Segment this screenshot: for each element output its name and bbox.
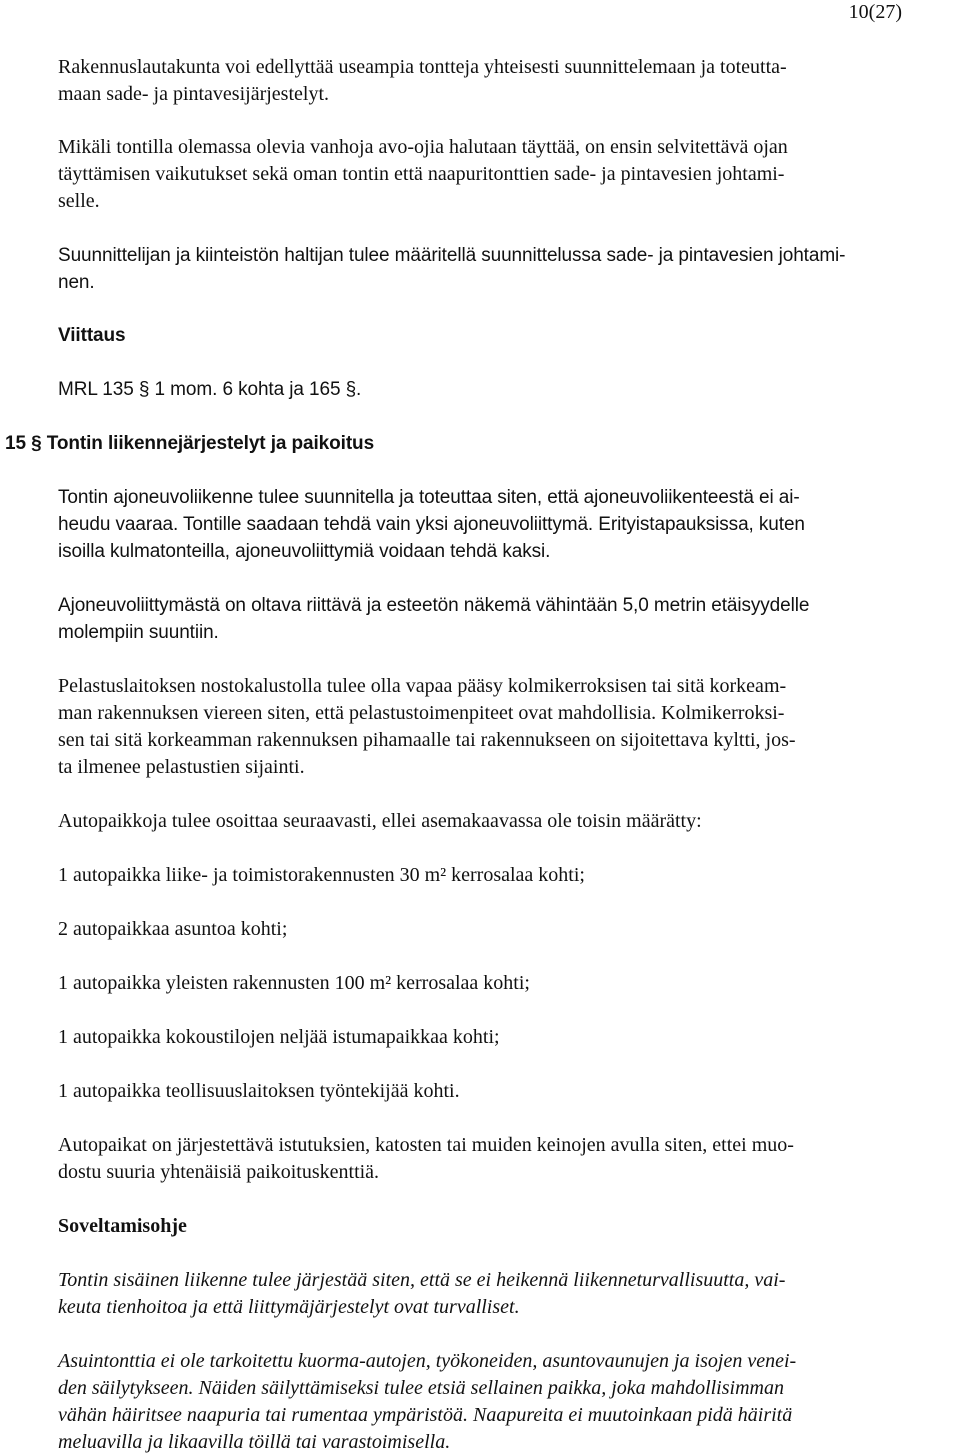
paragraph-line: Tontin ajoneuvoliikenne tulee suunnitella ja toteuttaa siten, että ajoneuvoliikenteestä ei ai- bbox=[58, 487, 800, 508]
paragraph-ditch-filling bbox=[58, 134, 920, 215]
parking-rule: 2 autopaikkaa asuntoa kohti; bbox=[58, 918, 288, 940]
law-reference: MRL 135 § 1 mom. 6 kohta ja 165 §. bbox=[58, 379, 362, 400]
guidance-internal-traffic bbox=[58, 1267, 920, 1321]
paragraph-line: täyttämisen vaikutukset sekä oman tontin että naapuritonttien sade- ja pintavesien johtami- bbox=[58, 163, 785, 185]
paragraph-line: Tontin sisäinen liikenne tulee järjestää siten, että se ei heikennä liikenneturvallisuutta, vai- bbox=[58, 1269, 786, 1291]
paragraph-line: molempiin suuntiin. bbox=[58, 622, 219, 643]
paragraph-line: Suunnittelijan ja kiinteistön haltijan tulee määritellä suunnittelussa sade- ja pintavesien johtami- bbox=[58, 245, 846, 266]
viittaus-heading-block bbox=[58, 322, 920, 349]
parking-rule: 1 autopaikka yleisten rakennusten 100 m² kerrosalaa kohti; bbox=[58, 972, 530, 994]
paragraph-line: keuta tienhoitoa ja että liittymäjärjestelyt ovat turvalliset. bbox=[58, 1296, 520, 1318]
paragraph-parking-intro bbox=[58, 808, 920, 835]
parking-rule-3 bbox=[58, 970, 920, 997]
soveltamisohje-heading: Soveltamisohje bbox=[58, 1215, 187, 1237]
section-heading: 15 § Tontin liikennejärjestelyt ja paikoitus bbox=[5, 433, 375, 454]
page-number: 10(27) bbox=[848, 1, 902, 23]
paragraph-line: den säilytykseen. Näiden säilyttämiseksi tulee etsiä sellainen paikka, joka mahdollisimman bbox=[58, 1377, 784, 1399]
paragraph-joint-planning bbox=[58, 54, 920, 108]
parking-rule-2 bbox=[58, 916, 920, 943]
paragraph-line: Pelastuslaitoksen nostokalustolla tulee olla vapaa pääsy kolmikerroksisen tai sitä korkeam- bbox=[58, 675, 787, 697]
paragraph-line: Mikäli tontilla olemassa olevia vanhoja avo-ojia halutaan täyttää, on ensin selvitettävä ojan bbox=[58, 136, 788, 158]
paragraph-line: Rakennuslautakunta voi edellyttää useampia tontteja yhteisesti suunnittelemaan ja toteutta- bbox=[58, 56, 787, 78]
paragraph-sight-distance bbox=[58, 592, 920, 646]
section-heading-block bbox=[5, 430, 867, 457]
paragraph-line: Autopaikat on järjestettävä istutuksien, katosten tai muiden keinojen avulla siten, ettei muo- bbox=[58, 1134, 794, 1156]
paragraph-line: selle. bbox=[58, 190, 100, 212]
paragraph-designer-duty bbox=[58, 242, 920, 296]
paragraph-line: dostu suuria yhtenäisiä paikoituskenttiä. bbox=[58, 1161, 380, 1183]
paragraph-line: Ajoneuvoliittymästä on oltava riittävä ja esteetön näkemä vähintään 5,0 metrin etäisyydelle bbox=[58, 595, 810, 616]
parking-rule-4 bbox=[58, 1024, 920, 1051]
parking-rule: 1 autopaikka kokoustilojen neljää istumapaikkaa kohti; bbox=[58, 1026, 500, 1048]
guidance-vehicle-storage bbox=[58, 1348, 920, 1456]
paragraph-line: Autopaikkoja tulee osoittaa seuraavasti, ellei asemakaavassa ole toisin määrätty: bbox=[58, 810, 702, 832]
viittaus-heading: Viittaus bbox=[58, 325, 126, 346]
paragraph-line: isoilla kulmatonteilla, ajoneuvoliittymiä voidaan tehdä kaksi. bbox=[58, 541, 551, 562]
paragraph-line: sen tai sitä korkeamman rakennuksen pihamaalle tai rakennukseen on sijoitettava kyltti, jos- bbox=[58, 729, 796, 751]
parking-rule: 1 autopaikka teollisuuslaitoksen työntekijää kohti. bbox=[58, 1080, 460, 1102]
parking-rule: 1 autopaikka liike- ja toimistorakennusten 30 m² kerrosalaa kohti; bbox=[58, 864, 585, 886]
paragraph-line: meluavilla ja likaavilla töillä tai varastoimisella. bbox=[58, 1431, 451, 1453]
paragraph-line: ta ilmenee pelastustien sijainti. bbox=[58, 756, 305, 778]
parking-rule-1 bbox=[58, 862, 920, 889]
parking-rule-5 bbox=[58, 1078, 920, 1105]
paragraph-line: Asuintonttia ei ole tarkoitettu kuorma-autojen, työkoneiden, asuntovaunujen ja isojen venei- bbox=[58, 1350, 797, 1372]
reference-block bbox=[58, 376, 920, 403]
paragraph-line: vähän häiritsee naapuria tai rumentaa ympäristöä. Naapureita ei muutoinkaan pidä häiritä bbox=[58, 1404, 793, 1426]
paragraph-line: heudu vaaraa. Tontille saadaan tehdä vain yksi ajoneuvoliittymä. Erityistapauksissa, kuten bbox=[58, 514, 805, 535]
paragraph-line: man rakennuksen viereen siten, että pelastustoimenpiteet ovat mahdollisia. Kolmikerroksi- bbox=[58, 702, 785, 724]
paragraph-rescue-access bbox=[58, 673, 920, 781]
paragraph-parking-arrangement bbox=[58, 1132, 920, 1186]
soveltamisohje-heading-block bbox=[58, 1213, 920, 1240]
paragraph-line: nen. bbox=[58, 272, 95, 293]
paragraph-line: maan sade- ja pintavesijärjestelyt. bbox=[58, 83, 330, 105]
paragraph-vehicle-traffic bbox=[58, 484, 920, 565]
